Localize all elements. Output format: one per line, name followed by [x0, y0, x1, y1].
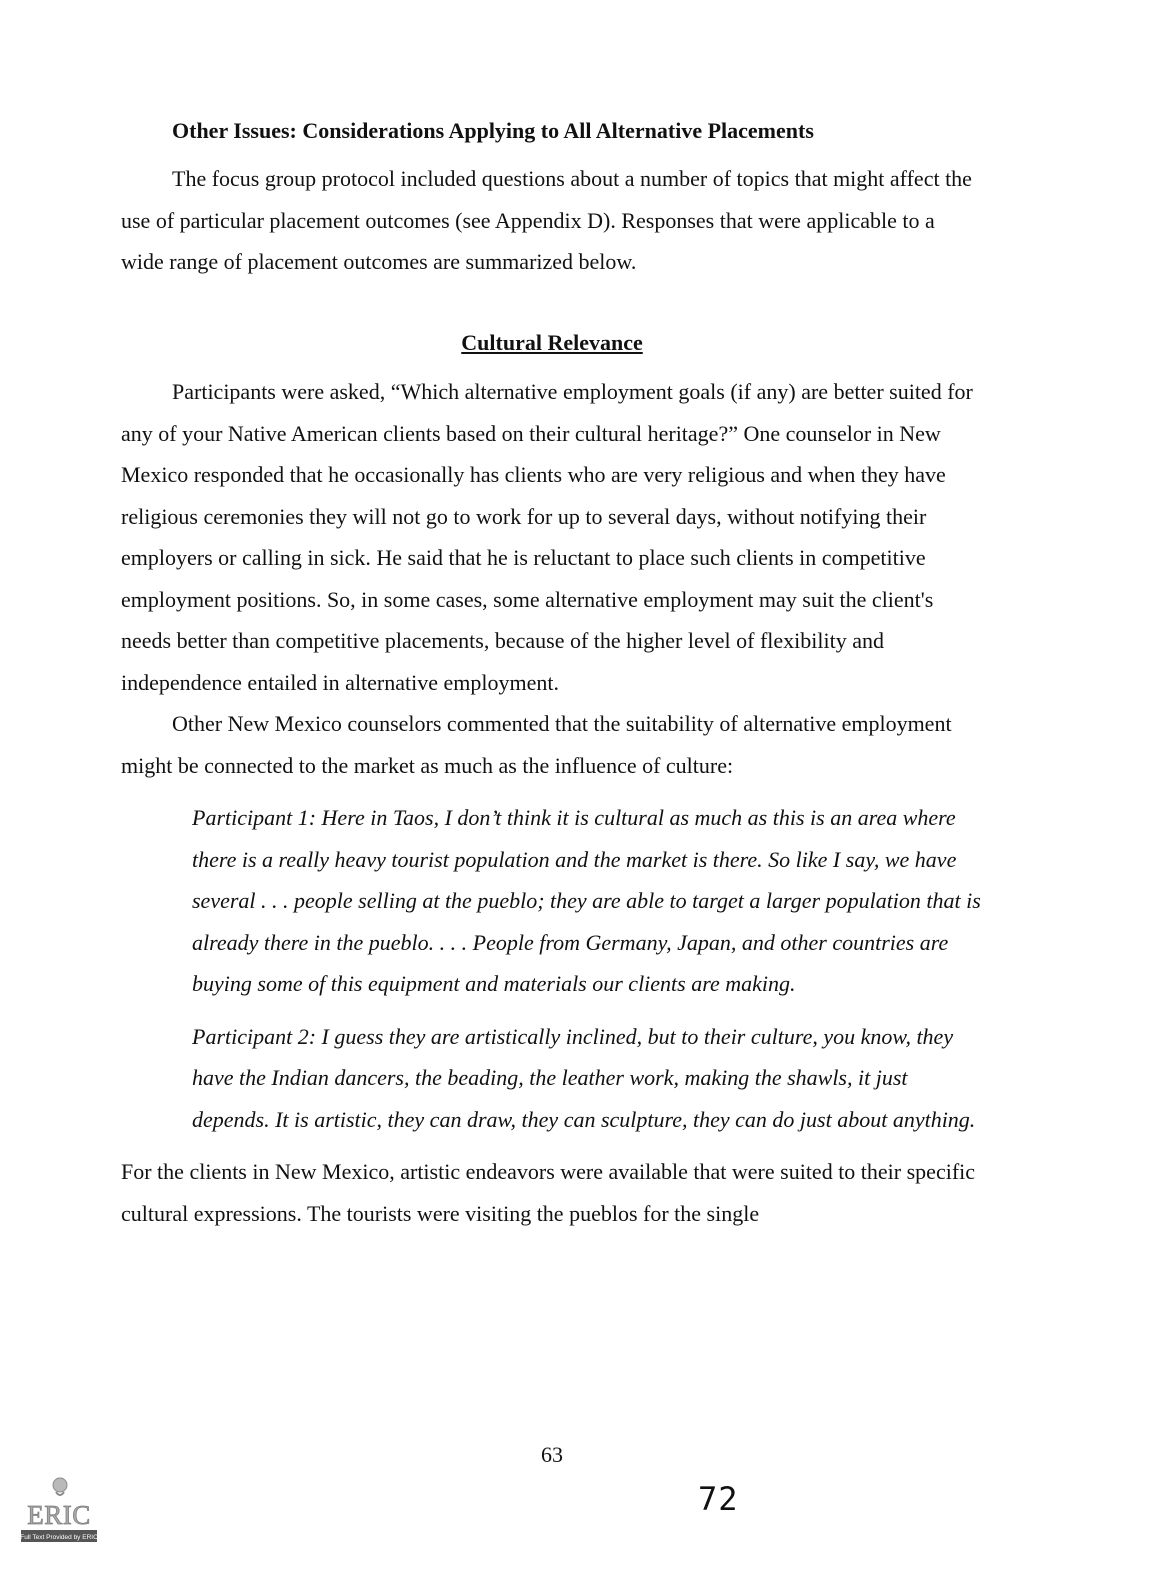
intro-block — [121, 158, 981, 283]
section-heading: Other Issues: Considerations Applying to All Alternative Placements — [172, 118, 814, 143]
paragraph-closing: For the clients in New Mexico, artistic endeavors were available that were suited to their specific cultural expressions. The tourists were visiting the pueblos for the single — [121, 1159, 976, 1226]
svg-text:Full Text Provided by ERIC: Full Text Provided by ERIC — [20, 1534, 98, 1541]
quote-participant-1: Participant 1: Here in Taos, I don’t think it is cultural as much as this is an area where there is a really heavy tourist population and the market is there. So like I say, we have several . . . people selling at the pueblo; they are able to target a larger population that is already there in the pueblo. . . . People from Germany, Japan, and other countries are buying some of this equipment and materials our clients are making. — [192, 805, 981, 996]
page-number: 63 — [541, 1442, 563, 1467]
paragraph-participants-asked: Participants were asked, “Which alternative employment goals (if any) are better suited for any of your Native American clients based on their cultural heritage?” One counselor in New Mexico responded that he occasionally has clients who are very religious and when they have religious ceremonies they will not go to work for up to several days, without notifying their employers or calling in sick. He said that he is reluctant to place such clients in competitive employment positions. So, in some cases, some alternative employment may suit the client's needs better than competitive placements, because of the higher level of flexibility and independence entailed in alternative employment. — [121, 379, 973, 695]
eric-logo-icon — [20, 1474, 98, 1544]
svg-text:ERIC: ERIC — [27, 1500, 91, 1530]
intro-paragraph: The focus group protocol included questions about a number of topics that might affect the use of particular placement outcomes (see Appendix D). Responses that were applicable to a wide range of placement outcomes are summarized below. — [121, 166, 972, 274]
stamp-number: 72 — [698, 1480, 739, 1518]
quote-participant-2: Participant 2: I guess they are artistically inclined, but to their culture, you know, they have the Indian dancers, the beading, the leather work, making the shawls, it just depends. It is artistic, they can draw, they can sculpture, they can do just about anything. — [192, 1023, 976, 1132]
paragraph-other-counselors: Other New Mexico counselors commented that the suitability of alternative employment might be connected to the market as much as the influence of culture: — [121, 711, 952, 778]
cultural-relevance-body — [121, 371, 981, 1234]
cultural-relevance-heading: Cultural Relevance — [461, 330, 643, 355]
